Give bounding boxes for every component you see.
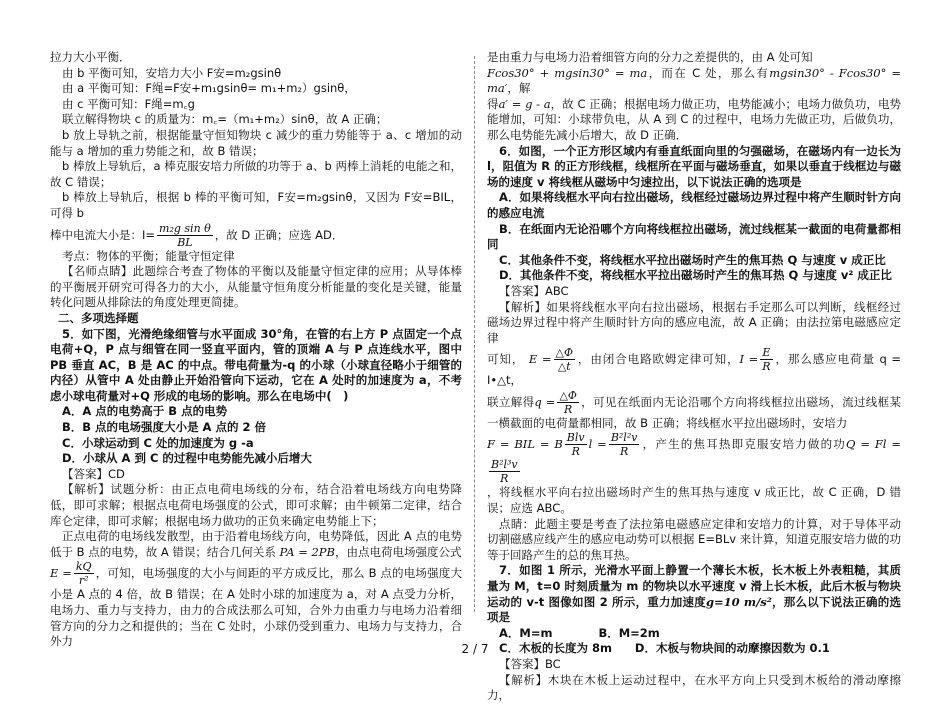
text-line: 联立解得物块 c 的质量为：m꜀=（m₁+m₂）sinθ，故 A 正确； <box>62 112 388 127</box>
text-line: 由 a 平衡可知：F绳=F安+m₁gsinθ= m₁+m₂）gsinθ， <box>62 81 356 96</box>
text-paragraph: b 棒放上导轨后，a 棒克服安培力所做的功等于 a、b 两棒上消耗的电能之和，故 C 错误； <box>50 159 462 189</box>
answer-5: 【答案】CD <box>62 466 125 481</box>
charge-fraction: $\frac{\triangle\Phi}{R}$ <box>559 388 577 416</box>
text-paragraph: b 棒放上导轨后，根据 b 棒的平衡可知，F安=m₂gsinθ，又因为 F安=BIL，可得 b <box>50 190 462 220</box>
right-column <box>487 50 901 704</box>
emf-fraction: $\frac{\triangle\Phi}{\triangle t}$ <box>555 346 573 374</box>
explanation-6: 【解析】如果将线框水平向右拉出磁场，根据右手定那么可以判断，线框经过磁场边界过程中将产生顺时针方向的感应电流，故 A 正确；由法拉第电磁感应定律 <box>487 299 901 345</box>
option-6b: B．在纸面内无论沿哪个方向将线框拉出磁场，流过线框某一截面的电荷量都相同 <box>487 221 901 252</box>
note-6: 点睛：此题主要是考查了法拉第电磁感应定律和安培力的计算，对于导体平动切割磁感应线产生的感应电动势可以根据 E=BLv 来计算，知道克服安培力做的功等于回路产生的总的焦耳热。 <box>487 516 901 562</box>
explanation-5: 【解析】试题分析：由正点电荷电场线的分布，结合沿着电场线方向电势降低，即可求解；根据点电荷电场强度的公式，即可求解；由牛顿第二定律，结合库仑定律，即可求解；根据电场力做功的正负来确定电势能上下； <box>50 482 462 528</box>
text-line: 是由重力与电场力沿着细管方向的分力之差提供的，由 A 处可知 <box>487 50 813 64</box>
current-fraction: $\frac{\text{m₂g sin θ}}{BL}$ <box>159 221 211 249</box>
text-line: 由 b 平衡可知，安培力大小 F安=m₂gsinθ <box>62 65 282 80</box>
options-7ab: A．M=m B．M=2m <box>499 625 660 640</box>
option-6d: D．其他条件不变，将线框水平拉出磁场时产生的焦耳热 Q 与速度 v² 成正比 <box>499 268 892 283</box>
text-paragraph: b 放上导轨之前，根据能量守恒知物块 c 减少的重力势能等于 a、c 增加的动能与 a 增加的重力势能之和，故 B 错误； <box>50 127 462 158</box>
formula-line: Fcos30° + mgsin30° = ma，而在 C 处，那么有mgsin30° - Fcos30° = ma′，解 <box>487 65 901 96</box>
question-7: 7．如图 1 所示，光滑水平面上静置一个薄长木板，长木板上外表粗糙，其质量为 M，t=0 时刻质量为 m 的物块以水平速度 v 滑上长木板，此后木板与物块运动的 v-t 图像如图 2 所示，重力加速度g=10 m/s²，那么以下说法正确的选项是 <box>487 563 901 625</box>
text-line: 拉力大小平衡． <box>50 50 131 64</box>
explanation-6-charge: 联立解得q = $\frac{\triangle\Phi}{R}$ ，可见在纸面内无论沿哪个方向将线框拉出磁场，流过线框某一横截面的电荷量都相同，故 B 正确；将线框水平拉出磁场时，安培力 <box>487 388 902 430</box>
current-formula-line: 棒中电流大小是：I= $\frac{\text{m₂g sin θ}}{BL}$ ，故 D 正确；应选 AD． <box>50 221 344 249</box>
explanation-6-formulas: 可知， E = $\frac{\triangle\Phi}{\triangle t}$ ，由闭合电路欧姆定律可知，I = $\frac{E}{R}$ ，那么感应电荷量 q = I•△t， <box>487 346 902 388</box>
explanation-5-field: E = $\frac{kQ}{\text{r²}}$ ，可知，电场强度的大小与间距的平方成反比，那么 B 点的电场强度大小是 A 点的 4 倍，故 B 错误；在 A 处时小球的加速度为 a，对 A 点受力分析，电场力、重力与支持力，由力的合成法那么可知，合外力由重力与电场力沿着细管方向的分力之和提供的；当在 C 处时，小球仍受到重力、电场力与支持力，合外力 <box>50 560 463 649</box>
force-fraction-2: $\frac{\text{B²l²v}}{R}$ <box>610 431 638 459</box>
option-5b: B．B 点的电场强度大小是 A 点的 2 倍 <box>62 420 266 435</box>
section-heading: 二、多项选择题 <box>58 310 139 325</box>
option-6a: A．如果将线框水平向右拉出磁场，线框经过磁场边界过程中将产生顺时针方向的感应电流 <box>487 190 901 220</box>
explanation-7: 【解析】木块在木板上运动过程中，在水平方向上只受到木板给的滑动摩擦力， <box>487 672 901 703</box>
explanation-6-force: F = BIL = B $\frac{\text{Blv}}{R}$ l = $\frac{\text{B²l²v}}{R}$ ，产生的焦耳热即克服安培力做的功Q = Fl = $\frac{\text{B²l³v}}{R}$ <box>487 431 901 486</box>
option-5a: A．A 点的电势高于 B 点的电势 <box>62 404 228 419</box>
current-ohm-fraction: $\frac{E}{R}$ <box>762 346 771 374</box>
answer-6: 【答案】ABC <box>499 283 569 298</box>
option-5c: C．小球运动到 C 处的加速度为 g -a <box>62 435 254 450</box>
text-paragraph: 【名师点睛】此题综合考查了物体的平衡以及能量守恒定律的应用；从导体棒的平衡展开研究可得各力的大小，从能量守恒角度分析能量的变化是关键，能量转化问题从排除法的角度处理更简捷。 <box>50 264 462 310</box>
text-line: 考点：物体的平衡；能量守恒定律 <box>62 248 235 263</box>
answer-7: 【答案】BC <box>499 657 561 671</box>
left-column <box>50 50 462 650</box>
page-number: 2 / 7 <box>461 642 489 656</box>
text-line: 由 c 平衡可知：F绳=m꜀g <box>62 96 195 111</box>
question-5: 5．如下图，光滑绝缘细管与水平面成 30°角，在管的右上方 P 点固定一个点电荷+Q，P 点与细管在同一竖直平面内，管的顶端 A 与 P 点连线水平，图中 PB 垂直 AC，B 是 AC 的中点。带电荷量为-q 的小球（小球直径略小于细管的内径）从管中 A 处由静止开始沿管向下运动，它在 A 处时的加速度为 a，不考虑小球电荷量对+Q 形成的电场的影响。那么在电场中( ) <box>50 326 462 403</box>
option-6c: C．其他条件不变，将线框水平拉出磁场时产生的焦耳热 Q 与速度 v 成正比 <box>499 252 886 267</box>
explanation-5-geometry: 正点电荷的电场线发散型，由于沿着电场线方向，电势降低，因此 A 点的电势低于 B 点的电势，故 A 错误；结合几何关系 PA = 2PB，由点电荷电场强度公式 <box>50 529 462 559</box>
force-fraction: $\frac{\text{Blv}}{R}$ <box>566 431 585 459</box>
text-paragraph: ，将线框水平向右拉出磁场时产生的焦耳热与速度 v 成正比，故 C 正确，D 错误；应选 ABC。 <box>487 485 901 516</box>
field-fraction: $\frac{kQ}{\text{r²}}$ <box>75 560 92 588</box>
options-7cd: C．木板的长度为 8m D．木板与物块间的动摩擦因数为 0.1 <box>499 641 830 656</box>
heat-fraction: $\frac{\text{B²l³v}}{R}$ <box>491 458 518 486</box>
column-divider <box>474 56 475 612</box>
option-5d: D．小球从 A 到 C 的过程中电势能先减小后增大 <box>62 451 312 466</box>
text-paragraph: 得a′ = g - a，故 C 正确；根据电场力做正功，电势能减小；电场力做负功，电势能增加，可知：小球带负电，从 A 到 C 的过程中，电场力先做正功，后做负功，那么电势能先减小后增大，故 D 正确． <box>487 96 901 142</box>
question-6: 6．如图，一个正方形区域内有垂直纸面向里的匀强磁场，在磁场内有一边长为 l，阻值为 R 的正方形线框，线框所在平面与磁场垂直，如果以垂直于线框边与磁场的速度 v 将线框从磁场中匀速拉出，以下说法正确的选项是 <box>487 143 901 189</box>
